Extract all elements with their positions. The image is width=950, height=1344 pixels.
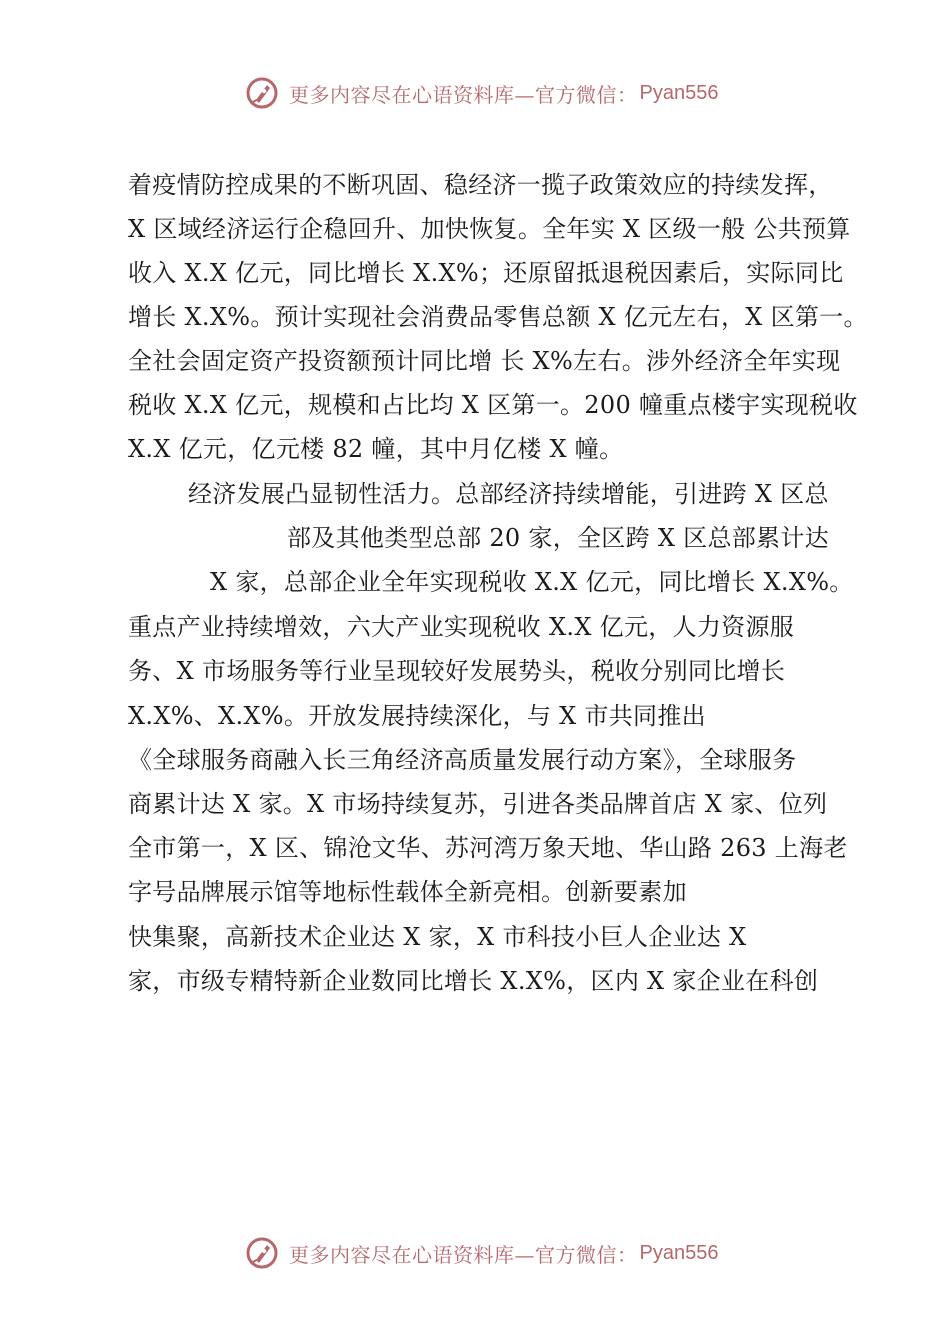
body-line: 重点产业持续增效，六大产业实现税收 X.X 亿元，人力资源服 [128, 613, 795, 641]
banner-text: 更多内容尽在心语资料库—官方微信： [289, 82, 638, 107]
banner-text: 更多内容尽在心语资料库—官方微信： [289, 1242, 638, 1267]
body-line: 商累计达 X 家。X 市场持续复苏，引进各类品牌首店 X 家、位列 [128, 790, 828, 818]
body-line: 全市第一，X 区、锦沧文华、苏河湾万象天地、华山路 263 上海老 [128, 834, 848, 862]
body-line: 《全球服务商融入长三角经济高质量发展行动方案》，全球服务 [128, 746, 797, 774]
header-watermark-banner [245, 73, 718, 113]
body-line: 税收 X.X 亿元，规模和占比均 X 区第一。200 幢重点楼宇实现税收 [128, 391, 858, 419]
banner-wechat-id: Pyan556 [639, 1241, 719, 1264]
body-line: X.X 亿元，亿元楼 82 幢，其中月亿楼 X 幢。 [128, 435, 624, 463]
pen-nib-logo-icon [245, 1236, 279, 1270]
body-line: 增长 X.X%。预计实现社会消费品零售总额 X 亿元左右，X 区第一。 [128, 303, 868, 331]
pen-nib-logo-icon [245, 76, 279, 110]
body-line: 经济发展凸显韧性活力。总部经济持续增能，引进跨 X 区总 [188, 480, 829, 508]
body-line: X 家，总部企业全年实现税收 X.X 亿元，同比增长 X.X%。 [210, 568, 854, 596]
body-line: 家，市级专精特新企业数同比增长 X.X%，区内 X 家企业在科创 [128, 967, 819, 995]
body-line: 收入 X.X 亿元，同比增长 X.X%；还原留抵退税因素后，实际同比 [128, 259, 844, 287]
body-line: 快集聚，高新技术企业达 X 家，X 市科技小巨人企业达 X [128, 923, 747, 951]
body-line: X 区域经济运行企稳回升、加快恢复。全年实 X 区级一般 公共预算 [128, 215, 851, 243]
body-line: 务、X 市场服务等行业呈现较好发展势头，税收分别同比增长 [128, 657, 786, 685]
banner-wechat-id: Pyan556 [639, 81, 719, 104]
body-line: 字号品牌展示馆等地标性载体全新亮相。创新要素加 [128, 878, 687, 906]
body-line: X.X%、X.X%。开放发展持续深化，与 X 市共同推出 [128, 702, 706, 730]
body-line: 部及其他类型总部 20 家，全区跨 X 区总部累计达 [287, 524, 829, 552]
body-line: 全社会固定资产投资额预计同比增 长 X%左右。涉外经济全年实现 [128, 347, 841, 375]
footer-watermark-banner [245, 1233, 718, 1273]
body-line: 着疫情防控成果的不断巩固、稳经济一揽子政策效应的持续发挥， [128, 171, 833, 199]
